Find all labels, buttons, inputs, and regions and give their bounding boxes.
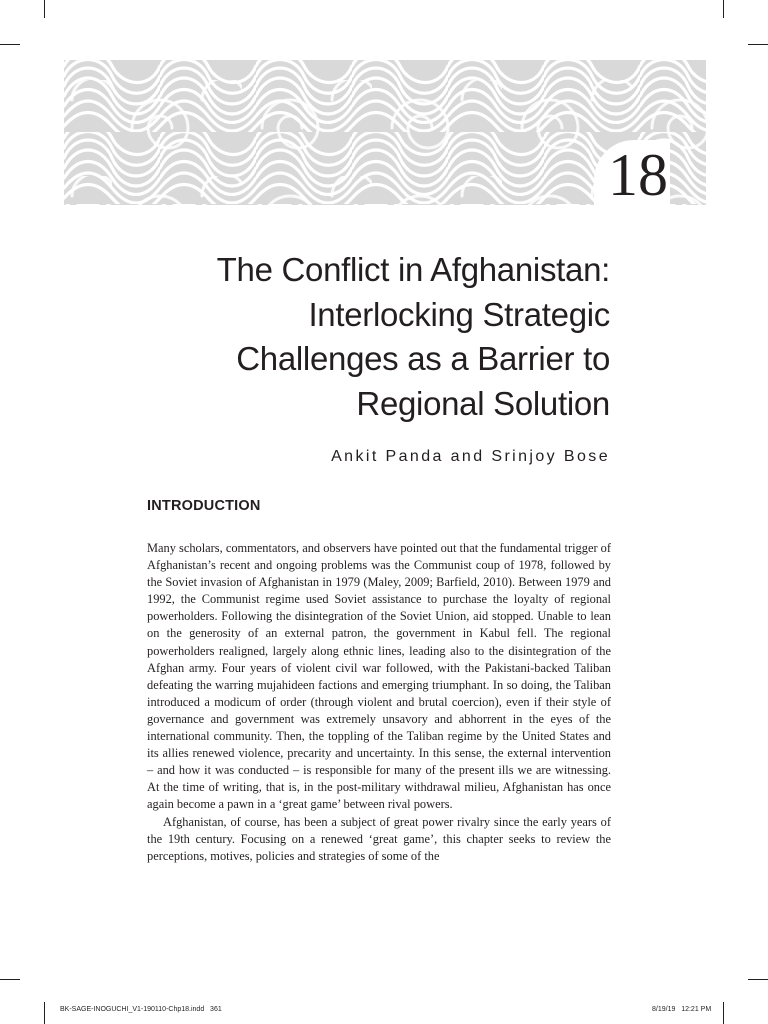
crop-mark [44, 0, 45, 18]
crop-mark [0, 979, 20, 980]
paragraph: Afghanistan, of course, has been a subject of great power rivalry since the early years of the 19th century. Focusing on a renewed ‘great game’, this chapter seeks to review the perceptions, motives, policies and strategies of some of the [147, 814, 611, 863]
title-line: Interlocking Strategic [308, 295, 610, 333]
title-line: Regional Solution [356, 384, 610, 422]
crop-mark [748, 979, 768, 980]
print-slug-datetime: 8/19/19 12:21 PM [652, 1006, 712, 1013]
title-line: The Conflict in Afghanistan: [216, 251, 610, 288]
crop-mark [0, 44, 20, 45]
chapter-number: 18 [594, 140, 670, 210]
crop-mark [723, 1002, 724, 1024]
print-slug-file: BK-SAGE-INOGUCHI_V1-190110-Chp18.indd 361 [60, 1006, 222, 1013]
crop-mark [748, 44, 768, 45]
section-heading: INTRODUCTION [147, 498, 261, 514]
crop-mark [44, 1002, 45, 1024]
body-text [147, 540, 611, 865]
chapter-title [140, 248, 610, 426]
title-line: Challenges as a Barrier to [236, 340, 610, 377]
chapter-authors: Ankit Panda and Srinjoy Bose [331, 448, 610, 465]
paragraph: Many scholars, commentators, and observers have pointed out that the fundamental trigger of Afghanistan’s recent and ongoing problems was the Communist coup of 1978, followed by the Soviet invasion of Afghanistan in 1979 (Maley, 2009; Barfield, 2010). Between 1979 and 1992, the Communist regime used Soviet assistance to purchase the loyalty of regional powerholders. Following the disintegration of the Soviet Union, aid stopped. Unable to lean on the generosity of an external patron, the government in Kabul fell. The regional powerholders realigned, largely along ethnic lines, leading also to the disintegration of the Afghan army. Four years of violent civil war followed, with the Pakistani-backed Taliban defeating the warring mujahideen factions and emerging triumphant. In so doing, the Taliban introduced a modicum of order (through violent and brutal coercion), even if their style of governance and government was extremely unsavory and abhorrent in the eyes of the international community. Then, the toppling of the Taliban regime by the United States and its allies renewed violence, precarity and uncertainty. In this sense, the external intervention – and how it was conducted – is responsible for many of the present ills we are witnessing. At the time of writing, that is, in the post-military withdrawal milieu, Afghanistan has once again become a pawn in a ‘great game’ between rival powers. [147, 541, 611, 812]
crop-mark [723, 0, 724, 18]
